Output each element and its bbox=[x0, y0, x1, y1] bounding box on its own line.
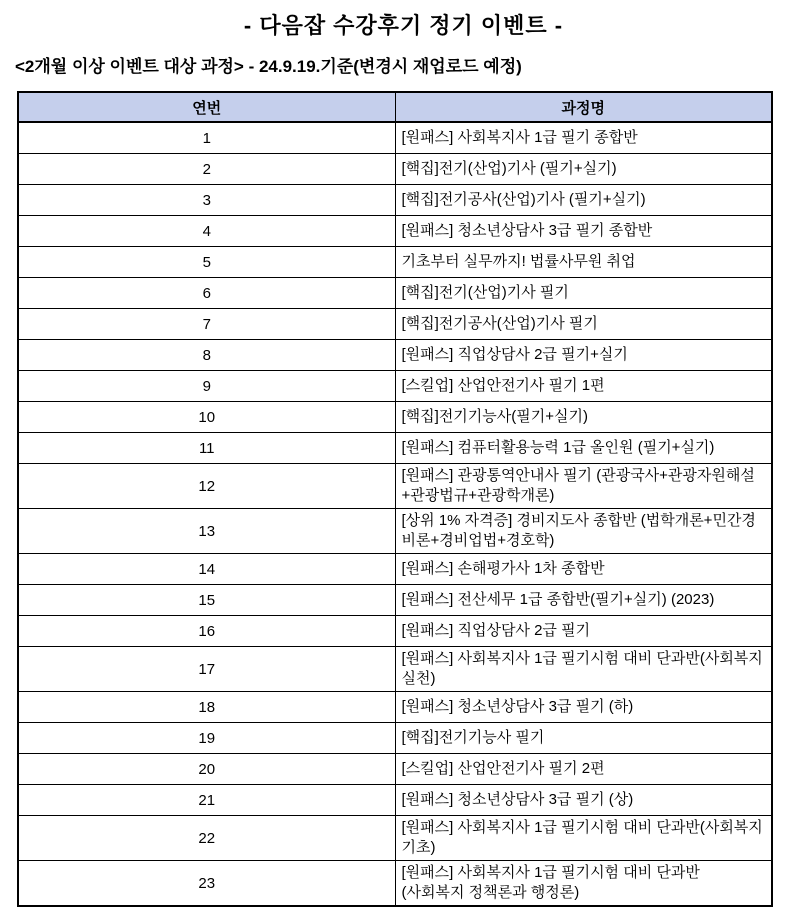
row-number: 17 bbox=[18, 647, 395, 692]
course-name: [핵집]전기공사(산업)기사 필기 bbox=[395, 309, 772, 340]
table-row bbox=[18, 309, 772, 340]
page-title: - 다음잡 수강후기 정기 이벤트 - bbox=[243, 13, 564, 38]
course-name: 기초부터 실무까지! 법률사무원 취업 bbox=[395, 247, 772, 278]
row-number: 10 bbox=[18, 402, 395, 433]
table-row bbox=[18, 122, 772, 154]
row-number: 8 bbox=[18, 340, 395, 371]
header-no: 연번 bbox=[18, 92, 395, 122]
course-name: [원패스] 청소년상담사 3급 필기 종합반 bbox=[395, 216, 772, 247]
header-row bbox=[18, 92, 772, 122]
row-number: 23 bbox=[18, 861, 395, 907]
course-table bbox=[17, 91, 773, 907]
row-number: 21 bbox=[18, 785, 395, 816]
table-row bbox=[18, 402, 772, 433]
table-row bbox=[18, 185, 772, 216]
course-name: [원패스] 손해평가사 1차 종합반 bbox=[395, 554, 772, 585]
course-name: [원패스] 청소년상담사 3급 필기 (상) bbox=[395, 785, 772, 816]
table-row bbox=[18, 785, 772, 816]
course-name: [원패스] 사회복지사 1급 필기시험 대비 단과반(사회복지 기초) bbox=[395, 816, 772, 861]
row-number: 13 bbox=[18, 509, 395, 554]
header-course: 과정명 bbox=[395, 92, 772, 122]
course-name: [상위 1% 자격증] 경비지도사 종합반 (법학개론+민간경비론+경비업법+경호학) bbox=[395, 509, 772, 554]
row-number: 16 bbox=[18, 616, 395, 647]
course-name: [핵집]전기기능사 필기 bbox=[395, 723, 772, 754]
table-body bbox=[18, 122, 772, 906]
course-name: [핵집]전기기능사(필기+실기) bbox=[395, 402, 772, 433]
table-row bbox=[18, 371, 772, 402]
table-row bbox=[18, 647, 772, 692]
row-number: 11 bbox=[18, 433, 395, 464]
course-name: [원패스] 관광통역안내사 필기 (관광국사+관광자원해설+관광법규+관광학개론) bbox=[395, 464, 772, 509]
row-number: 18 bbox=[18, 692, 395, 723]
course-name: [핵집]전기(산업)기사 필기 bbox=[395, 278, 772, 309]
table-row bbox=[18, 723, 772, 754]
row-number: 12 bbox=[18, 464, 395, 509]
course-name: [원패스] 직업상담사 2급 필기+실기 bbox=[395, 340, 772, 371]
row-number: 3 bbox=[18, 185, 395, 216]
table-row bbox=[18, 509, 772, 554]
row-number: 2 bbox=[18, 154, 395, 185]
table-row bbox=[18, 247, 772, 278]
row-number: 4 bbox=[18, 216, 395, 247]
table-row bbox=[18, 585, 772, 616]
table-row bbox=[18, 861, 772, 907]
row-number: 6 bbox=[18, 278, 395, 309]
row-number: 14 bbox=[18, 554, 395, 585]
course-name: [원패스] 전산세무 1급 종합반(필기+실기) (2023) bbox=[395, 585, 772, 616]
row-number: 20 bbox=[18, 754, 395, 785]
row-number: 7 bbox=[18, 309, 395, 340]
row-number: 15 bbox=[18, 585, 395, 616]
table-row bbox=[18, 816, 772, 861]
course-name: [원패스] 사회복지사 1급 필기시험 대비 단과반 (사회복지 정책론과 행정론) bbox=[395, 861, 772, 907]
table-row bbox=[18, 433, 772, 464]
course-name: [원패스] 청소년상담사 3급 필기 (하) bbox=[395, 692, 772, 723]
course-name: [스킬업] 산업안전기사 필기 1편 bbox=[395, 371, 772, 402]
table-row bbox=[18, 692, 772, 723]
table-row bbox=[18, 340, 772, 371]
table-row bbox=[18, 278, 772, 309]
table-row bbox=[18, 216, 772, 247]
table-row bbox=[18, 464, 772, 509]
course-name: [스킬업] 산업안전기사 필기 2편 bbox=[395, 754, 772, 785]
row-number: 1 bbox=[18, 122, 395, 154]
table-row bbox=[18, 754, 772, 785]
page-subtitle: <2개월 이상 이벤트 대상 과정> - 24.9.19.기준(변경시 재업로드 예정) bbox=[15, 57, 522, 76]
course-name: [원패스] 사회복지사 1급 필기 종합반 bbox=[395, 122, 772, 154]
row-number: 5 bbox=[18, 247, 395, 278]
course-name: [원패스] 컴퓨터활용능력 1급 올인원 (필기+실기) bbox=[395, 433, 772, 464]
table-row bbox=[18, 154, 772, 185]
row-number: 19 bbox=[18, 723, 395, 754]
table-row bbox=[18, 616, 772, 647]
course-name: [핵집]전기(산업)기사 (필기+실기) bbox=[395, 154, 772, 185]
row-number: 22 bbox=[18, 816, 395, 861]
table-row bbox=[18, 554, 772, 585]
row-number: 9 bbox=[18, 371, 395, 402]
course-name: [핵집]전기공사(산업)기사 (필기+실기) bbox=[395, 185, 772, 216]
course-name: [원패스] 사회복지사 1급 필기시험 대비 단과반(사회복지 실천) bbox=[395, 647, 772, 692]
course-name: [원패스] 직업상담사 2급 필기 bbox=[395, 616, 772, 647]
